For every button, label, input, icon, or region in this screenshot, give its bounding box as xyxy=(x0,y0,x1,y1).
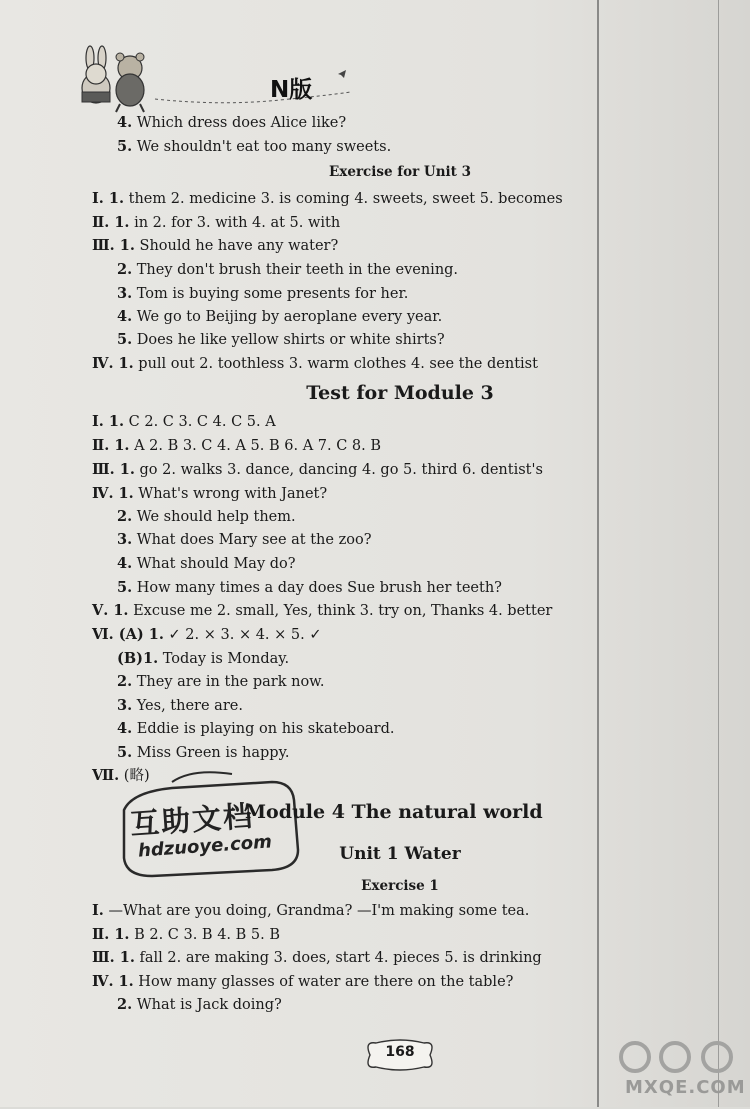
watermark-site: hdzuoye.com xyxy=(137,831,273,862)
question-number: 4. xyxy=(117,555,133,572)
answer-text: They don't brush their teeth in the evening. xyxy=(136,262,459,278)
question-number: Ⅰ. 1. xyxy=(92,190,125,207)
question-number: 5. xyxy=(117,138,133,155)
answer-line xyxy=(92,460,543,480)
answer-text: Does he like yellow shirts or white shirts? xyxy=(136,332,445,348)
unit-title: Unit 1 Water xyxy=(339,844,461,864)
answer-text: fall 2. are making 3. does, start 4. pieces 5. is drinking xyxy=(139,950,542,966)
answer-line xyxy=(117,554,296,574)
question-number: 2. xyxy=(117,508,133,525)
question-number: 4. xyxy=(117,308,133,325)
answer-text: C 2. C 3. C 4. C 5. A xyxy=(128,414,276,430)
answer-line xyxy=(117,578,502,598)
bears-illustration xyxy=(70,44,370,114)
answer-text: What's wrong with Janet? xyxy=(138,486,328,502)
question-number: Ⅱ. 1. xyxy=(92,437,130,454)
answer-text: —What are you doing, Grandma? —I'm making some tea. xyxy=(108,903,530,919)
corner-site-text: MXQE.COM xyxy=(625,1077,746,1098)
answer-line xyxy=(92,925,280,945)
question-number: Ⅳ. 1. xyxy=(92,355,134,372)
question-number: Ⅱ. 1. xyxy=(92,214,130,231)
answer-line xyxy=(117,696,243,716)
answer-text: A 2. B 3. C 4. A 5. B 6. A 7. C 8. B xyxy=(134,438,382,454)
answer-line xyxy=(117,137,391,157)
answer-text: go 2. walks 3. dance, dancing 4. go 5. third 6. dentist's xyxy=(139,462,543,478)
answer-text: B 2. C 3. B 4. B 5. B xyxy=(134,927,281,943)
question-number: 5. xyxy=(117,331,133,348)
question-number: Ⅲ. 1. xyxy=(92,949,135,966)
answer-text: Which dress does Alice like? xyxy=(136,115,347,131)
answer-text: Excuse me 2. small, Yes, think 3. try on, Thanks 4. better xyxy=(133,603,553,619)
question-number: 3. xyxy=(117,285,133,302)
question-number: (B)1. xyxy=(117,650,159,667)
question-number: Ⅰ. xyxy=(92,902,104,919)
answer-line xyxy=(92,213,340,233)
answer-text: pull out 2. toothless 3. warm clothes 4. see the dentist xyxy=(138,356,538,372)
answer-line xyxy=(92,189,563,209)
answer-text: Miss Green is happy. xyxy=(136,745,290,761)
answer-line xyxy=(117,284,408,304)
answer-text: (略) xyxy=(123,768,150,784)
question-number: 3. xyxy=(117,531,133,548)
answer-text: Today is Monday. xyxy=(162,651,290,667)
section-title: Test for Module 3 xyxy=(306,382,494,404)
answer-line xyxy=(92,948,542,968)
answer-text: They are in the park now. xyxy=(136,674,325,690)
answer-line xyxy=(92,601,552,621)
exercise-title: Exercise 1 xyxy=(361,878,439,894)
answer-text: ✓ 2. × 3. × 4. × 5. ✓ xyxy=(168,627,322,643)
answer-line xyxy=(117,507,296,527)
answer-line xyxy=(117,113,346,133)
answer-line xyxy=(92,236,338,256)
answer-text: Eddie is playing on his skateboard. xyxy=(136,721,395,737)
answer-line xyxy=(92,354,538,374)
answer-line xyxy=(117,260,458,280)
question-number: 4. xyxy=(117,114,133,131)
answer-line xyxy=(117,719,395,739)
question-number: Ⅱ. 1. xyxy=(92,926,130,943)
answer-text: What is Jack doing? xyxy=(136,997,282,1013)
question-number: 5. xyxy=(117,744,133,761)
watermark-chinese: 互助文档 xyxy=(129,798,256,842)
page-number: 168 xyxy=(385,1044,415,1060)
answer-line xyxy=(92,436,381,456)
corner-watermark xyxy=(605,1035,745,1109)
question-number: Ⅲ. 1. xyxy=(92,461,135,478)
answer-line xyxy=(92,625,322,645)
answer-text: in 2. for 3. with 4. at 5. with xyxy=(134,215,341,231)
answer-line xyxy=(117,307,442,327)
answer-text: Yes, there are. xyxy=(136,698,243,714)
answer-text: What should May do? xyxy=(136,556,296,572)
answer-line xyxy=(117,530,371,550)
answer-line xyxy=(117,330,445,350)
section-title: Exercise for Unit 3 xyxy=(329,164,471,180)
question-number: Ⅵ. (A) 1. xyxy=(92,626,164,643)
question-number: 2. xyxy=(117,996,133,1013)
answer-text: How many times a day does Sue brush her teeth? xyxy=(136,580,502,596)
page-header xyxy=(70,44,370,114)
question-number: 4. xyxy=(117,720,133,737)
question-number: 3. xyxy=(117,697,133,714)
answer-line xyxy=(92,901,529,921)
module-title: Module 4 The natural world xyxy=(245,801,543,823)
question-number: Ⅶ. xyxy=(92,767,120,784)
question-number: Ⅲ. 1. xyxy=(92,237,135,254)
question-number: 5. xyxy=(117,579,133,596)
answer-line xyxy=(92,972,513,992)
answer-line xyxy=(92,412,276,432)
answer-text: How many glasses of water are there on the table? xyxy=(138,974,514,990)
answer-line xyxy=(92,484,327,504)
question-number: Ⅴ. 1. xyxy=(92,602,129,619)
question-number: Ⅳ. 1. xyxy=(92,973,134,990)
answer-line xyxy=(117,743,289,763)
question-number: 2. xyxy=(117,261,133,278)
answer-text: them 2. medicine 3. is coming 4. sweets, sweet 5. becomes xyxy=(128,191,563,207)
answer-line xyxy=(117,995,282,1015)
answer-text: What does Mary see at the zoo? xyxy=(136,532,372,548)
answer-line xyxy=(117,672,324,692)
edition-label: N版 xyxy=(270,77,313,103)
answer-text: Should he have any water? xyxy=(139,238,339,254)
question-number: Ⅰ. 1. xyxy=(92,413,125,430)
answer-line xyxy=(117,649,289,669)
answer-text: Tom is buying some presents for her. xyxy=(136,286,409,302)
answer-text: We should help them. xyxy=(136,509,296,525)
question-number: Ⅳ. 1. xyxy=(92,485,134,502)
page-number-badge xyxy=(360,1035,440,1075)
watermark-stamp xyxy=(112,770,312,889)
answer-text: We go to Beijing by aeroplane every year. xyxy=(136,309,443,325)
question-number: 2. xyxy=(117,673,133,690)
answer-text: We shouldn't eat too many sweets. xyxy=(136,139,392,155)
